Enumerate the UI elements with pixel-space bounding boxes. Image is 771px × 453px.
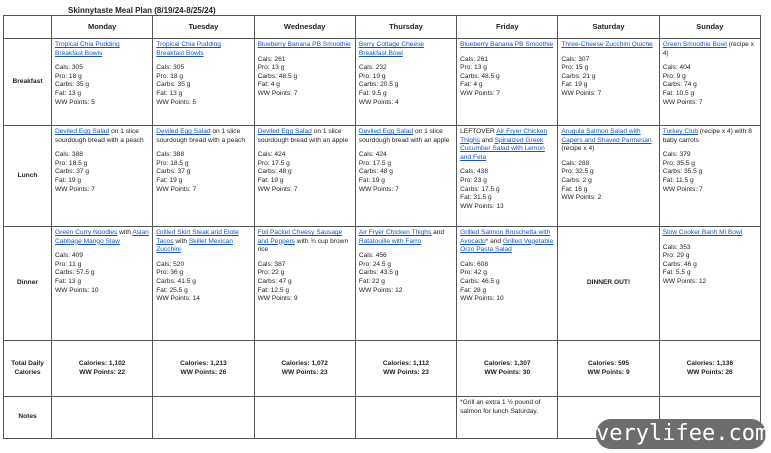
nutrition-stat: WW Points: 14 [156, 295, 200, 303]
nutrition-stat: Pro: 22 g [257, 269, 285, 277]
nutrition-stat: WW Points: 7 [561, 89, 602, 97]
meal-note: with [117, 229, 133, 236]
nutrition-stat: Carbs: 48 g [257, 168, 292, 176]
daily-total [659, 341, 760, 397]
nutrition-stat: Carbs: 37 g [156, 168, 191, 176]
meal-cell [659, 227, 760, 341]
meal-note: on 1 slice sourdough bread with a peach [55, 128, 144, 144]
nutrition-stat: Cals: 404 [662, 64, 691, 72]
breakfast-row [4, 39, 761, 126]
meal-description [663, 128, 757, 145]
nutrition-stat: Carbs: 17.5 g [460, 185, 500, 193]
recipe-link[interactable]: Grilled Salmon Bruschetta with Avocado [460, 229, 551, 245]
nutrition-stat: Pro: 29 g [662, 252, 690, 260]
nutrition-stat: Pro: 23 g [460, 176, 487, 184]
meal-description [55, 128, 149, 145]
nutrition-stat: Pro: 17.5 g [358, 159, 392, 167]
nutrition-stat: WW Points: 7 [358, 185, 399, 193]
meal-cell [254, 39, 355, 126]
total-calories: Calories: 1,102 [78, 359, 126, 367]
nutrition-stat: Carbs: 20.5 g [358, 81, 399, 89]
meal-note: and [479, 136, 495, 144]
nutrition-stat: Carbs: 2 g [561, 176, 592, 184]
nutrition-stat: Fat: 31.5 g [460, 194, 492, 202]
total-calories: Calories: 1,213 [180, 359, 227, 367]
nutrition-stat: Cals: 307 [561, 55, 590, 63]
nutrition-stat: Fat: 13 g [156, 89, 183, 97]
nutrition-stat: Cals: 353 [662, 243, 691, 251]
meal-description [156, 128, 250, 145]
nutrition-stat: Fat: 22 g [358, 277, 385, 285]
nutrition-stat: Carbs: 35 g [55, 81, 90, 89]
recipe-link[interactable]: Skillet Mexican Zucchini [156, 237, 233, 254]
nutrition-stat: Carbs: 35.5 g [662, 168, 703, 176]
recipe-link[interactable]: Air Fryer Chicken Thighs [358, 229, 432, 236]
nutrition-stat: WW Points: 7 [662, 98, 703, 106]
nutrition-stat: Cals: 438 [460, 168, 488, 176]
totals-row [4, 341, 761, 397]
recipe-link[interactable]: Asian Cabbage Mango Slaw [55, 229, 149, 245]
daily-total [153, 341, 254, 397]
meal-cell [52, 126, 153, 227]
nutrition-stat: Cals: 387 [257, 260, 286, 268]
meal-cell [355, 227, 456, 341]
nutrition-stat: Carbs: 48.5 g [460, 72, 500, 80]
nutrition-stat: Carbs: 41.5 g [156, 277, 196, 285]
nutrition-stat: Fat: 11.5 g [662, 176, 694, 184]
dinner-out-label: DINNER OUT! [558, 227, 659, 341]
meal-cell [558, 126, 659, 227]
meal-note: and [431, 229, 445, 236]
meal-cell [153, 126, 254, 227]
nutrition-stat: Fat: 12.5 g [257, 286, 290, 294]
recipe-link[interactable]: Spiralized Greek Cucumber Salad with Lemon and Feta [460, 136, 545, 161]
row-label-totals: Total Daily Calories [4, 341, 52, 397]
corner-cell [4, 16, 52, 39]
nutrition-stat: Cals: 261 [460, 55, 488, 63]
recipe-link[interactable]: Slow Cooker Banh Mi Bowl [662, 229, 743, 236]
meal-cell [355, 126, 456, 227]
nutrition-stat: Pro: 42 g [460, 269, 487, 277]
nutrition-stat: WW Points: 2 [561, 194, 602, 202]
meal-description [55, 229, 149, 246]
recipe-link[interactable]: Blueberry Banana PB Smoothie [257, 41, 351, 48]
row-label-dinner: Dinner [4, 227, 52, 341]
nutrition-stat: Cals: 388 [156, 151, 185, 159]
meal-note: (recipe x 4) with 8 baby carrots [662, 128, 752, 144]
recipe-link[interactable]: Blueberry Banana PB Smoothie [460, 41, 554, 48]
meal-note: on 1 slice sourdough bread with an apple [257, 128, 349, 144]
nutrition-stat: Carbs: 21 g [561, 72, 596, 80]
total-ww-points: WW Points: 23 [383, 368, 429, 376]
meal-cell [254, 227, 355, 341]
meal-description [55, 41, 149, 58]
nutrition-stat: Fat: 16 g [561, 185, 588, 193]
nutrition-stat: Cals: 388 [55, 151, 83, 159]
nutrition-stat: Carbs: 46.5 g [460, 277, 500, 285]
meal-cell [558, 39, 659, 126]
meal-description [663, 41, 757, 58]
meal-note: with ¾ cup brown rice [257, 237, 349, 254]
page-title: Skinnytaste Meal Plan (8/19/24-8/25/24) [68, 6, 216, 15]
dinner-row [4, 227, 761, 341]
meal-note: on 1 slice sourdough bread with an apple [358, 128, 450, 144]
nutrition-stat: Fat: 19 g [561, 81, 588, 89]
nutrition-stat: Carbs: 43.5 g [358, 269, 399, 277]
meal-cell [52, 39, 153, 126]
meal-description [460, 128, 554, 162]
nutrition-stat: Carbs: 57.5 g [55, 269, 95, 277]
nutrition-stat: Pro: 18 g [156, 72, 184, 80]
nutrition-stat: Cals: 232 [358, 64, 387, 72]
nutrition-stat: Fat: 4 g [257, 81, 280, 89]
recipe-link[interactable]: Air Fryer Chicken Thighs [460, 128, 548, 144]
recipe-link[interactable]: Deviled Egg Salad [156, 128, 211, 135]
total-calories: Calories: 1,112 [382, 359, 430, 367]
recipe-link[interactable]: Deviled Egg Salad [257, 128, 312, 135]
day-header: Tuesday [153, 16, 254, 39]
recipe-link[interactable]: Ratatouille with Farro [358, 237, 422, 245]
recipe-link[interactable]: Arugula Salmon Salad with Capers and Shaved Parmesan [561, 128, 652, 144]
nutrition-stat: WW Points: 7 [460, 89, 501, 97]
nutrition-stat: WW Points: 12 [358, 286, 403, 294]
nutrition-stat: Carbs: 37 g [55, 168, 90, 176]
daily-total [457, 341, 558, 397]
nutrition-stat: WW Points: 12 [662, 277, 707, 285]
nutrition-stat: Fat: 28 g [460, 286, 487, 294]
nutrition-stat: Fat: 13 g [55, 89, 82, 97]
recipe-link[interactable]: Foil Packet Cheesy Sausage and Peppers [257, 229, 343, 245]
meal-note: * and [485, 237, 503, 245]
meal-note: (recipe x 4) [662, 41, 754, 57]
row-label-notes: Notes [4, 397, 52, 439]
row-label-breakfast: Breakfast [4, 39, 52, 126]
day-header: Friday [457, 16, 558, 39]
nutrition-stat: Carbs: 47 g [257, 277, 292, 285]
meal-description [561, 128, 655, 154]
meal-cell [457, 227, 558, 341]
day-header: Monday [52, 16, 153, 39]
meal-note: on 1 slice sourdough bread with a peach [156, 128, 245, 144]
total-calories: Calories: 595 [588, 359, 630, 367]
recipe-link[interactable]: Tropical Chia Pudding Breakfast Bowls [156, 41, 221, 57]
nutrition-stat: Cals: 424 [257, 151, 286, 159]
recipe-link[interactable]: Deviled Egg Salad [358, 128, 414, 135]
total-ww-points: WW Points: 26 [686, 368, 733, 376]
meal-note: with [173, 237, 189, 245]
day-header: Wednesday [254, 16, 355, 39]
total-ww-points: WW Points: 26 [180, 368, 227, 376]
daily-total [558, 341, 659, 397]
nutrition-stat: Carbs: 48 g [358, 168, 393, 176]
nutrition-stat: Cals: 305 [156, 64, 185, 72]
nutrition-stat: Fat: 9.5 g [358, 89, 387, 97]
nutrition-stat: Cals: 409 [55, 252, 83, 260]
recipe-link[interactable]: Green Curry Noodles [55, 229, 118, 236]
nutrition-stat: WW Points: 7 [257, 89, 298, 97]
meal-cell [659, 126, 760, 227]
day-header: Saturday [558, 16, 659, 39]
meal-cell [153, 227, 254, 341]
meal-description [460, 41, 554, 50]
nutrition-stat: Pro: 18.5 g [156, 159, 189, 167]
nutrition-stat: Cals: 424 [358, 151, 387, 159]
nutrition-stat: Pro: 9 g [662, 72, 686, 80]
nutrition-stat: Pro: 24.5 g [358, 260, 392, 268]
meal-plan-table [3, 15, 761, 439]
nutrition-stat: Pro: 15 g [561, 64, 589, 72]
recipe-link[interactable]: Turkey Club [662, 128, 698, 135]
meal-description [258, 128, 352, 145]
recipe-link[interactable]: Grilled Vegetable Orzo Pasta Salad [460, 237, 554, 254]
nutrition-stat: Pro: 17.5 g [257, 159, 290, 167]
row-label-lunch: Lunch [4, 126, 52, 227]
nutrition-stat: WW Points: 7 [156, 185, 197, 193]
nutrition-stat: Pro: 13 g [460, 64, 487, 72]
total-calories: Calories: 1,136 [686, 359, 734, 367]
nutrition-stat: Cals: 261 [257, 55, 286, 63]
note-cell: *Grill an extra 1 ½ pound of salmon for lunch Saturday. [457, 397, 558, 439]
nutrition-stat: WW Points: 4 [358, 98, 399, 106]
meal-cell [457, 126, 558, 227]
nutrition-stat: Cals: 288 [561, 159, 590, 167]
nutrition-stat: Fat: 19 g [358, 176, 385, 184]
nutrition-stat: Fat: 10.5 g [662, 89, 695, 97]
day-header: Thursday [355, 16, 456, 39]
daily-total [52, 341, 153, 397]
recipe-link[interactable]: Berry Cottage Cheese Breakfast Bowl [358, 41, 425, 57]
recipe-link[interactable]: Grilled Skirt Steak and Elote Tacos [156, 229, 239, 245]
nutrition-stat: WW Points: 7 [662, 185, 703, 193]
meal-description [156, 229, 250, 255]
nutrition-stat: Pro: 18 g [55, 72, 82, 80]
meal-description [663, 229, 757, 238]
nutrition-stat: Fat: 13 g [55, 277, 82, 285]
nutrition-stat: Fat: 25.5 g [156, 286, 188, 294]
meal-cell [52, 227, 153, 341]
meal-description [359, 229, 453, 246]
watermark: verylifee.com [596, 419, 766, 449]
nutrition-stat: Pro: 19 g [358, 72, 386, 80]
daily-total [355, 341, 456, 397]
nutrition-stat: Carbs: 74 g [662, 81, 697, 89]
total-calories: Calories: 1,307 [483, 359, 531, 367]
nutrition-stat: Cals: 379 [662, 151, 691, 159]
nutrition-stat: WW Points: 13 [460, 202, 504, 210]
nutrition-stat: WW Points: 7 [257, 185, 298, 193]
total-calories: Calories: 1,072 [281, 359, 328, 367]
meal-cell [153, 39, 254, 126]
nutrition-stat: WW Points: 10 [460, 295, 504, 303]
meal-description [258, 229, 352, 255]
meal-cell [457, 39, 558, 126]
nutrition-stat: Carbs: 48.5 g [257, 72, 298, 80]
nutrition-stat: Carbs: 35 g [156, 81, 191, 89]
nutrition-stat: Fat: 4 g [460, 81, 483, 89]
meal-cell [254, 126, 355, 227]
nutrition-stat: Fat: 19 g [156, 176, 183, 184]
nutrition-stat: WW Points: 7 [55, 185, 95, 193]
note-cell [52, 397, 153, 439]
nutrition-stat: Fat: 19 g [55, 176, 82, 184]
nutrition-stat: Cals: 305 [55, 64, 83, 72]
meal-cell [659, 39, 760, 126]
meal-description [156, 41, 250, 58]
nutrition-stat: WW Points: 10 [55, 286, 99, 294]
meal-note: LEFTOVER [460, 128, 497, 135]
daily-total [254, 341, 355, 397]
nutrition-stat: Pro: 18.5 g [55, 159, 88, 167]
nutrition-stat: Pro: 35.5 g [662, 159, 695, 167]
note-cell [355, 397, 456, 439]
lunch-row [4, 126, 761, 227]
nutrition-stat: Cals: 456 [358, 252, 387, 260]
nutrition-stat: Fat: 19 g [257, 176, 284, 184]
meal-description [359, 128, 453, 145]
recipe-link[interactable]: Tropical Chia Pudding Breakfast Bowls [55, 41, 120, 57]
nutrition-stat: WW Points: 5 [55, 98, 95, 106]
nutrition-stat: Pro: 36 g [156, 269, 184, 277]
recipe-link[interactable]: Three-Cheese Zucchini Quiche [561, 41, 653, 48]
recipe-link[interactable]: Green Smoothie Bowl [662, 41, 727, 48]
total-ww-points: WW Points: 22 [79, 368, 126, 376]
total-ww-points: WW Points: 23 [281, 368, 328, 376]
note-cell [254, 397, 355, 439]
header-row [4, 16, 761, 39]
total-ww-points: WW Points: 30 [484, 368, 531, 376]
meal-description [359, 41, 453, 58]
nutrition-stat: Pro: 32.5 g [561, 168, 594, 176]
nutrition-stat: Cals: 608 [460, 260, 488, 268]
meal-cell [355, 39, 456, 126]
note-cell [153, 397, 254, 439]
meal-description [561, 41, 655, 50]
nutrition-stat: WW Points: 9 [257, 295, 298, 303]
recipe-link[interactable]: Deviled Egg Salad [55, 128, 110, 135]
nutrition-stat: Pro: 13 g [257, 64, 285, 72]
nutrition-stat: Cals: 520 [156, 260, 185, 268]
nutrition-stat: Pro: 11 g [55, 260, 82, 268]
total-ww-points: WW Points: 9 [587, 368, 630, 376]
day-header: Sunday [659, 16, 760, 39]
nutrition-stat: WW Points: 5 [156, 98, 197, 106]
meal-description [258, 41, 352, 50]
nutrition-stat: Carbs: 46 g [662, 260, 697, 268]
nutrition-stat: Fat: 5.5 g [662, 269, 691, 277]
meal-note: (recipe x 4) [561, 145, 595, 153]
meal-description [460, 229, 554, 255]
